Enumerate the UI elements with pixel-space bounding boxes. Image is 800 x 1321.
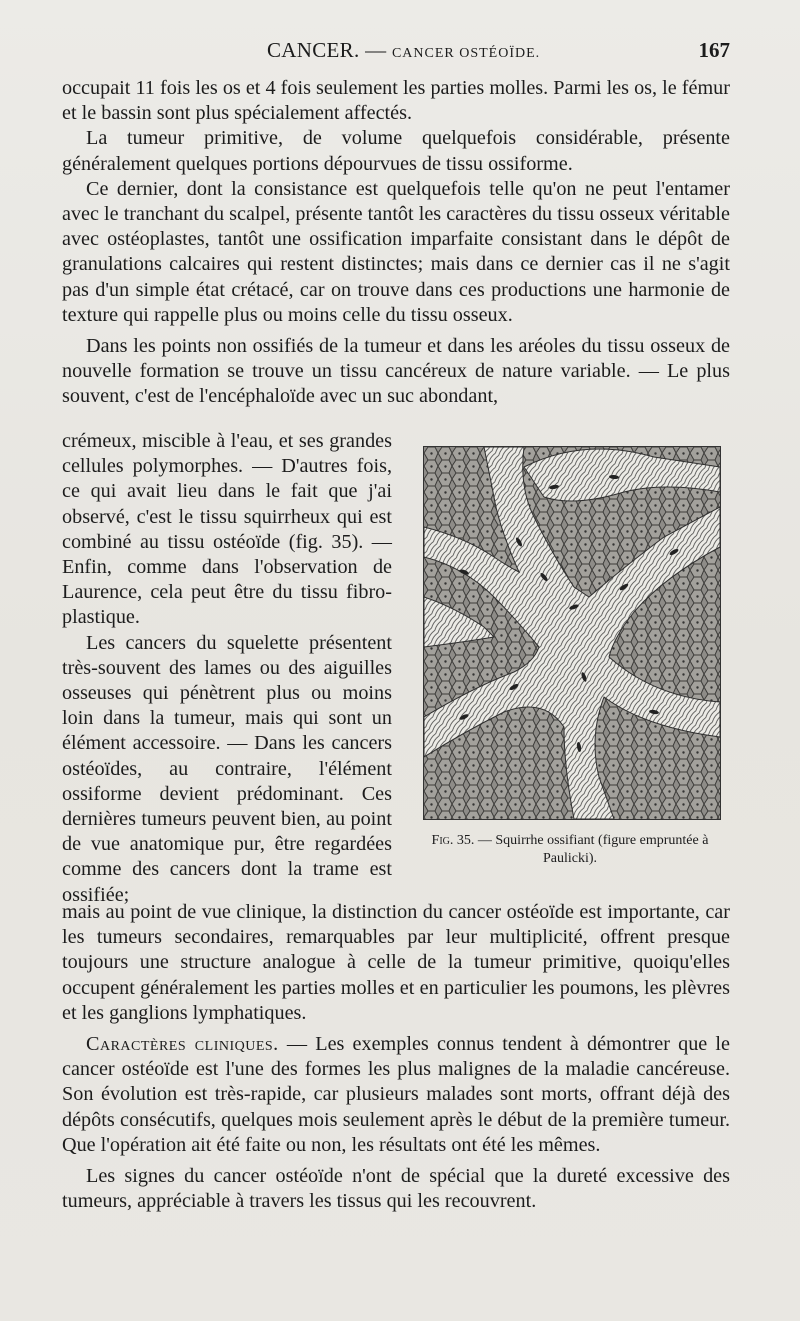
paragraph: Dans les points non ossifiés de la tumeur et dans les aréoles du tissu osseux de nouvelle formation se trouve un tissu cancéreux de nature variable. — Le plus souvent, c'est de l'encéphaloïde avec un suc abondant, xyxy=(62,335,730,408)
paragraph: Ce dernier, dont la consistance est quelquefois telle qu'on ne peut l'entamer avec le tranchant du scalpel, présente tantôt les caractères du tissu osseux véritable avec ostéoplastes, tantôt une ossification imparfaite consistant dans le dépôt de granulations calcaires qui restent distinctes; mais dans ce dernier cas il ne s'agit pas d'un simple état crétacé, car on trouve dans ces productions une harmonie de texture qui rappelle plus ou moins celle du tissu osseux. xyxy=(62,177,730,326)
paragraph: Les signes du cancer ostéoïde n'ont de spécial que la dureté excessive des tumeurs, appréciable à travers les tissus qui les recouvrent. xyxy=(62,1165,730,1213)
paragraph: mais au point de vue clinique, la distinction du cancer ostéoïde est importante, car les tumeurs secondaires, remarquables par leur multiplicité, offrent presque toujours une structure analogue à celle de la tumeur primitive, quoiqu'elles occupent généralement les parties molles et en particulier les poumons, les plèvres et les ganglions lymphatiques. xyxy=(62,901,730,1024)
section-heading: Caractères cliniques. xyxy=(86,1033,279,1056)
figure-caption xyxy=(405,832,735,868)
paragraph: crémeux, miscible à l'eau, et ses grandes cellules polymorphes. — D'autres fois, ce qui avait lieu dans le fait que j'ai observé, c'est le tissu squirrheux qui est combiné au tissu ostéoïde (fig. 35). — Enfin, comme dans l'observation de Laurence, cela peut être du tissu fibro-plastique. xyxy=(62,430,392,629)
paragraph: Les cancers du squelette présentent très-souvent des lames ou des aiguilles osseuses qui pénètrent plus ou moins loin dans la tumeur, mais qui sont un élément accessoire. — Dans les cancers ostéoïdes, au contraire, l'élément ossiforme devient prédominant. Ces dernières tumeurs peuvent bien, au point de vue anatomique pur, être regardées comme des cancers dont la trame est ossifiée; xyxy=(62,631,392,906)
running-title-sub: CANCER OSTÉOÏDE. xyxy=(391,46,541,61)
paragraph: La tumeur primitive, de volume quelquefois considérable, présente généralement quelques portions dépourvues de tissu ossiforme. xyxy=(62,127,730,175)
paragraph: occupait 11 fois les os et 4 fois seulement les parties molles. Parmi les os, le fémur et le bassin sont plus spécialement affectés. xyxy=(62,77,730,125)
figure-caption-text: — Squirrhe ossifiant (figure empruntée à Paulicki). xyxy=(474,833,709,866)
running-title: CANCER. — CANCER OSTÉOÏDE. xyxy=(267,38,541,62)
running-head xyxy=(62,38,730,66)
bottom-text-block xyxy=(62,900,730,1214)
running-title-main: CANCER. xyxy=(267,38,360,62)
page-number: 167 xyxy=(698,38,730,62)
section-text: — Les exemples connus tendent à démontrer que le cancer ostéoïde est l'une des formes les plus malignes de la maladie cancéreuse. Son évolution est très-rapide, car plusieurs malades sont morts, offrant déjà des dépôts consécutifs, quelques mois seulement après le début de la première tumeur. Que l'opération ait été faite ou non, les résultats ont été les mêmes. xyxy=(62,1033,730,1156)
top-text-block xyxy=(62,76,730,410)
paragraph xyxy=(62,1032,730,1158)
wrapped-text-column xyxy=(62,429,392,908)
histology-engraving xyxy=(424,447,720,819)
figure-label: Fig. 35. xyxy=(431,833,475,848)
figure-35-illustration xyxy=(423,446,721,820)
